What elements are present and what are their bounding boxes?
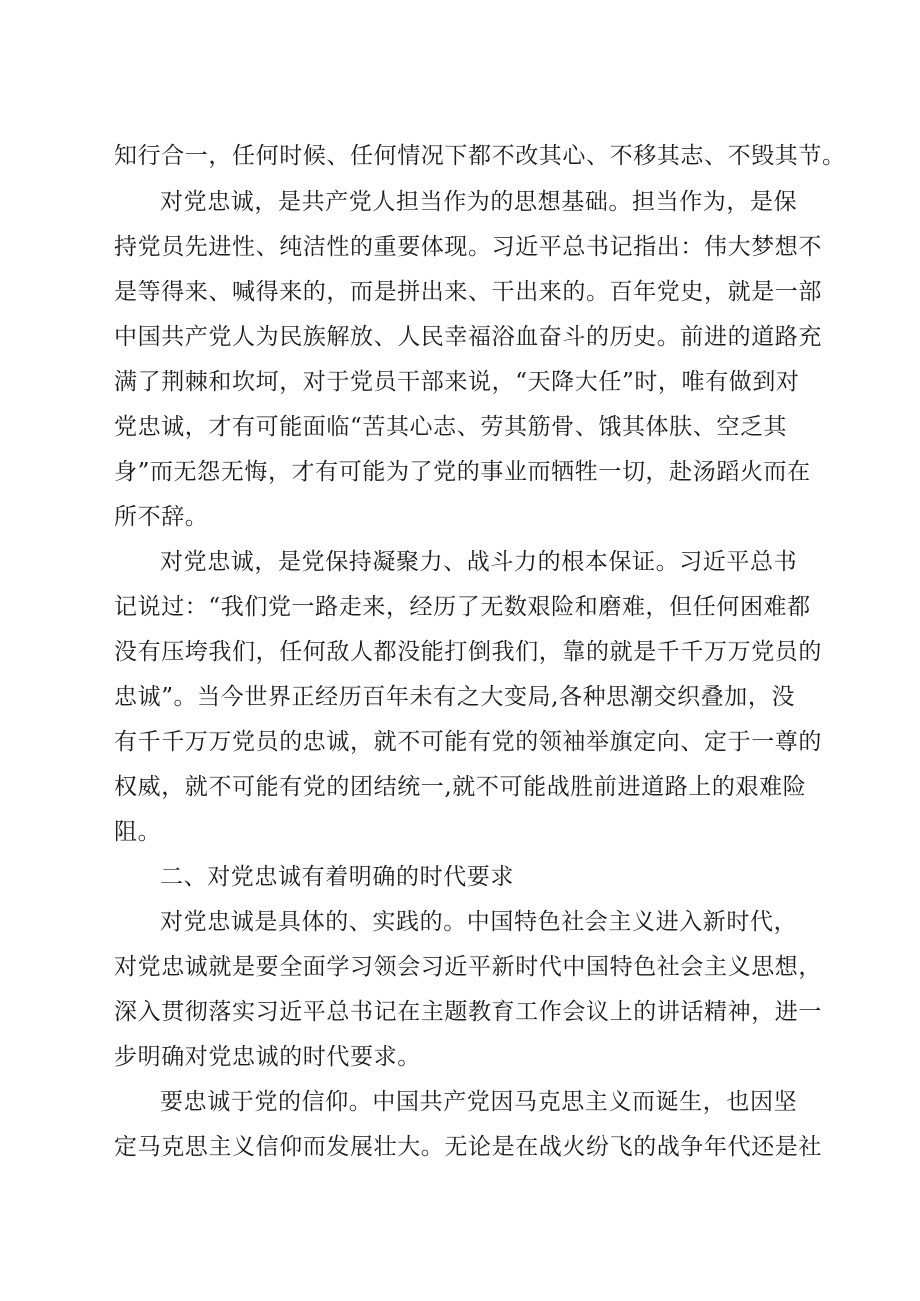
text-line: 深入贯彻落实习近平总书记在主题教育工作会议上的讲话精神，进一 [114,999,822,1025]
text-line: 有千千万万党员的忠诚，就不可能有党的领袖举旗定向、定于一尊的 [114,729,822,755]
text-line: 知行合一，任何时候、任何情况下都不改其心、不移其志、不毁其节。 [114,143,846,169]
text-line: 记说过：“我们党一路走来，经历了无数艰险和磨难，但任何困难都 [114,594,811,620]
paragraph-first-line: 要忠诚于党的信仰。中国共产党因马克思主义而诞生，也因坚 [160,1089,798,1115]
text-line: 对党忠诚就是要全面学习领会习近平新时代中国特色社会主义思想， [114,954,822,980]
text-line: 阻。 [114,819,162,845]
text-line: 没有压垮我们，任何敌人都没能打倒我们，靠的就是千千万万党员的 [114,639,822,665]
paragraph-first-line: 对党忠诚，是共产党人担当作为的思想基础。担当作为，是保 [160,189,798,215]
text-line: 步明确对党忠诚的时代要求。 [114,1044,421,1070]
text-line: 所不辞。 [114,504,209,530]
text-line: 中国共产党人为民族解放、人民幸福浴血奋斗的历史。前进的道路充 [114,324,822,350]
text-line: 党忠诚，才有可能面临“苦其心志、劳其筋骨、饿其体肤、空乏其 [114,414,788,440]
paragraph-first-line: 对党忠诚是具体的、实践的。中国特色社会主义进入新时代， [160,909,798,935]
text-line: 定马克思主义信仰而发展壮大。无论是在战火纷飞的战争年代还是社 [114,1134,822,1160]
text-line: 忠诚”。当今世界正经历百年未有之大变局,各种思潮交织叠加，没 [114,684,796,710]
paragraph-first-line: 对党忠诚，是党保持凝聚力、战斗力的根本保证。习近平总书 [160,549,798,575]
section-heading: 二、对党忠诚有着明确的时代要求 [160,864,514,890]
text-line: 持党员先进性、纯洁性的重要体现。习近平总书记指出：伟大梦想不 [114,234,822,260]
text-line: 满了荆棘和坎坷，对于党员干部来说，“天降大任”时，唯有做到对 [114,369,800,395]
text-line: 身”而无怨无悔，才有可能为了党的事业而牺牲一切，赴汤蹈火而在 [114,459,811,485]
text-line: 权威，就不可能有党的团结统一,就不可能战胜前进道路上的艰难险 [114,774,807,800]
text-line: 是等得来、喊得来的，而是拼出来、干出来的。百年党史，就是一部 [114,279,822,305]
